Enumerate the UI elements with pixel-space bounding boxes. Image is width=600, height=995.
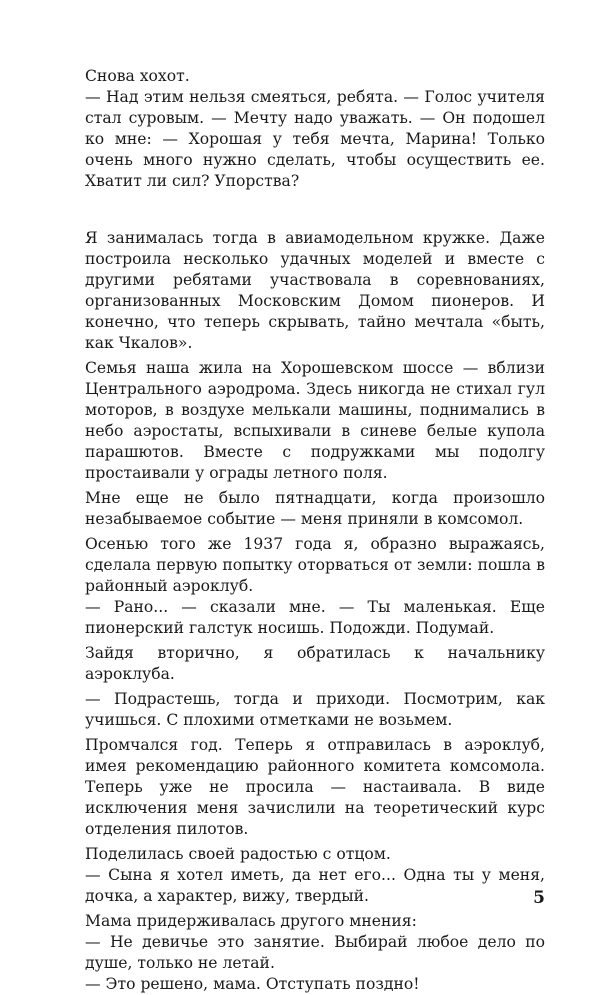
- paragraph: Семья наша жила на Хорошевском шоссе — вблизи Центрального аэродрома. Здесь никогда не стихал гул моторов, в воздухе мелькали машины, поднимались в небо аэростаты, вспыхивали в синеве белые купола парашютов. Вместе с подружками мы подолгу простаивали у ограды летного поля.: [85, 359, 545, 482]
- paragraph: Зайдя вторично, я обратилась к начальнику аэроклуба.: [85, 644, 545, 683]
- paragraph: Снова хохот.: [85, 67, 190, 85]
- paragraph: Я занималась тогда в авиамодельном кружке. Даже построила несколько удачных моделей и вместе с другими ребятами участвовала в соревнованиях, организованных Московским Домом пионеров. И конечно, что теперь скрывать, тайно мечтала «быть, как Чкалов».: [85, 229, 545, 352]
- text-section-2: [85, 228, 545, 995]
- page-number: 5: [533, 888, 545, 908]
- paragraph: — Не девичье это занятие. Выбирай любое дело по душе, только не летай.: [85, 933, 545, 972]
- paragraph: Поделилась своей радостью с отцом.: [85, 845, 391, 863]
- paragraph: Мне еще не было пятнадцати, когда произошло незабываемое событие — меня приняли в комсомол.: [85, 489, 545, 528]
- paragraph: — Это решено, мама. Отступать поздно!: [85, 975, 420, 993]
- paragraph: — Подрастешь, тогда и приходи. Посмотрим, как учишься. С плохими отметками не возьмем.: [85, 690, 545, 729]
- paragraph: Мама придерживалась другого мнения:: [85, 912, 417, 930]
- paragraph: Осенью того же 1937 года я, образно выражаясь, сделала первую попытку оторваться от земли: пошла в районный аэроклуб.: [85, 535, 545, 595]
- paragraph: Промчался год. Теперь я отправилась в аэроклуб, имея рекомендацию районного комитета комсомола. Теперь уже не просила — настаивала. В виде исключения меня зачислили на теоретический курс отделения пилотов.: [85, 736, 545, 838]
- paragraph: — Над этим нельзя смеяться, ребята. — Голос учителя стал суровым. — Мечту надо уважать. — Он подошел ко мне: — Хорошая у тебя мечта, Марина! Только очень много нужно сделать, чтобы осуществить ее. Хватит ли сил? Упорства?: [85, 88, 545, 190]
- paragraph: — Сына я хотел иметь, да нет его... Одна ты у меня, дочка, а характер, вижу, твердый.: [85, 866, 545, 905]
- text-section-1: [85, 66, 545, 192]
- paragraph: — Рано... — сказали мне. — Ты маленькая. Еще пионерский галстук носишь. Подожди. Подумай.: [85, 598, 545, 637]
